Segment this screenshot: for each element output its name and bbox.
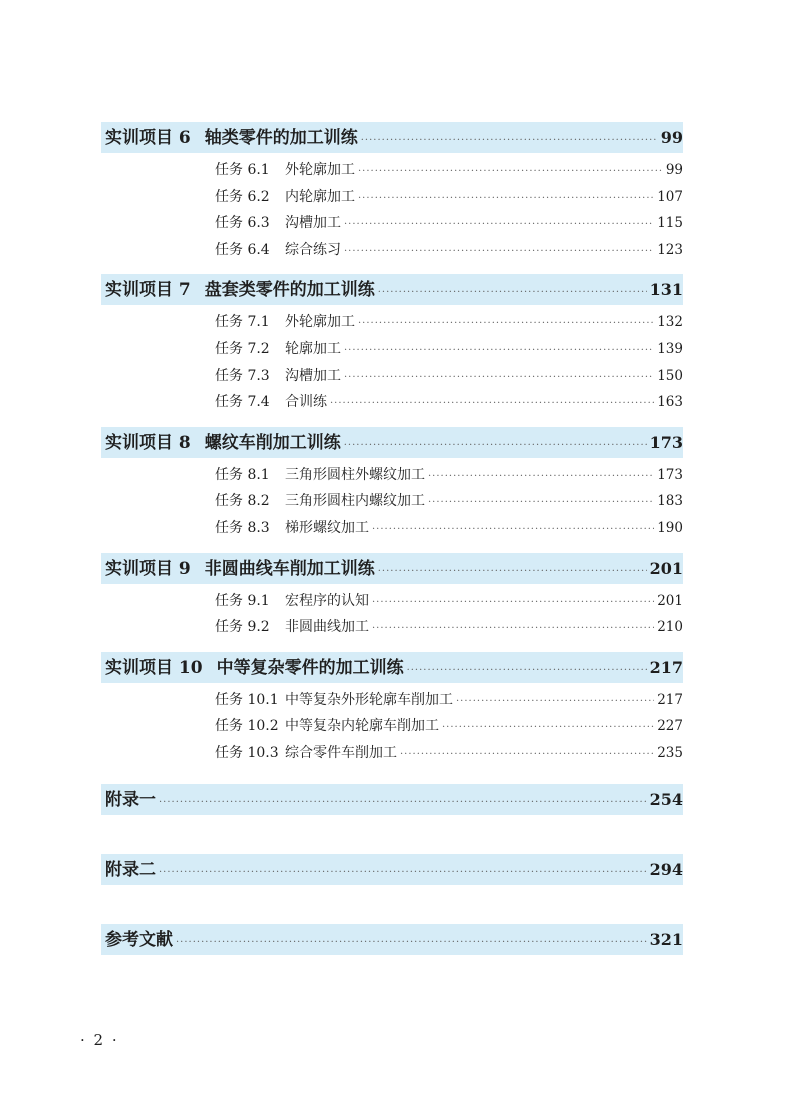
toc-task-entry[interactable] (215, 740, 683, 767)
task-number: 任务 10.2 (215, 718, 279, 735)
toc-task-entry[interactable] (215, 363, 683, 390)
toc-chapter-9 (101, 553, 683, 652)
task-page-number: 150 (657, 367, 683, 384)
dot-leader (442, 715, 654, 742)
chapter-title: 盘套类零件的加工训练 (204, 280, 375, 301)
task-list (101, 584, 683, 652)
chapter-title: 非圆曲线车削加工训练 (204, 558, 375, 579)
dot-leader (372, 590, 654, 617)
dot-leader (456, 689, 654, 716)
chapter-title: 轴类零件的加工训练 (204, 128, 358, 148)
toc-task-entry[interactable] (215, 237, 683, 264)
chapter-page-number: 217 (649, 657, 683, 677)
dot-leader (159, 787, 647, 818)
dot-leader (159, 857, 647, 888)
chapter-heading[interactable] (101, 652, 683, 683)
toc-chapter-10 (101, 652, 683, 784)
task-title: 中等复杂内轮廓车削加工 (285, 718, 439, 735)
task-number: 任务 6.1 (215, 162, 270, 178)
task-number: 任务 7.2 (215, 340, 270, 357)
task-number: 任务 8.2 (215, 493, 270, 510)
task-title: 内轮廓加工 (285, 188, 355, 205)
toc-task-entry[interactable] (215, 462, 683, 489)
task-page-number: 123 (657, 241, 683, 258)
chapter-number: 实训项目 10 (105, 657, 203, 678)
toc-chapter-6 (101, 122, 683, 274)
task-page-number: 235 (657, 744, 683, 761)
task-number: 任务 6.3 (215, 215, 270, 232)
toc-task-entry[interactable] (215, 309, 683, 336)
toc-task-entry[interactable] (215, 336, 683, 363)
dot-leader (358, 311, 654, 338)
chapter-page-number: 173 (649, 432, 683, 452)
chapter-page-number: 131 (649, 280, 683, 300)
toc-task-entry[interactable] (215, 687, 683, 714)
task-number: 任务 10.3 (215, 744, 279, 761)
chapter-page-number: 99 (660, 128, 683, 147)
toc-task-entry[interactable] (215, 713, 683, 740)
chapter-heading[interactable] (101, 553, 683, 584)
task-title: 三角形圆柱外螺纹加工 (285, 466, 425, 483)
chapter-number: 实训项目 8 (105, 432, 191, 453)
toc-task-entry[interactable] (215, 210, 683, 237)
dot-leader (344, 430, 647, 461)
dot-leader (176, 927, 647, 958)
chapter-title: 中等复杂零件的加工训练 (216, 657, 404, 678)
chapter-heading[interactable] (101, 274, 683, 305)
toc-appendix-1[interactable] (101, 784, 683, 815)
task-title: 梯形螺纹加工 (285, 519, 369, 536)
dot-leader (330, 391, 654, 418)
dot-leader (344, 239, 654, 266)
task-list (101, 305, 683, 426)
dot-leader (400, 742, 654, 769)
task-page-number: 227 (657, 718, 683, 735)
task-page-number: 210 (657, 619, 683, 636)
appendix-title: 附录二 (105, 859, 156, 880)
dot-leader (344, 212, 654, 239)
chapter-page-number: 201 (649, 558, 683, 578)
task-number: 任务 9.2 (215, 619, 270, 636)
task-number: 任务 7.4 (215, 394, 270, 411)
dot-leader (358, 186, 654, 213)
task-page-number: 139 (657, 340, 683, 357)
task-title: 宏程序的认知 (285, 592, 369, 609)
task-number: 任务 8.3 (215, 519, 270, 536)
task-title: 外轮廓加工 (285, 314, 355, 331)
task-page-number: 115 (657, 215, 683, 232)
task-list (101, 683, 683, 784)
task-title: 沟槽加工 (285, 367, 341, 384)
task-title: 综合练习 (285, 241, 341, 258)
toc-chapter-7 (101, 274, 683, 426)
toc-task-entry[interactable] (215, 157, 683, 184)
toc-chapter-8 (101, 427, 683, 553)
toc-appendix-2[interactable] (101, 854, 683, 885)
toc-task-entry[interactable] (215, 389, 683, 416)
appendix-title: 附录一 (105, 789, 156, 810)
chapter-number: 实训项目 7 (105, 280, 191, 301)
task-number: 任务 6.4 (215, 241, 270, 258)
dot-leader (344, 365, 654, 392)
task-number: 任务 7.3 (215, 367, 270, 384)
dot-leader (358, 159, 663, 186)
task-page-number: 183 (657, 493, 683, 510)
dot-leader (378, 556, 647, 587)
references-page-number: 321 (649, 929, 683, 949)
dot-leader (361, 125, 658, 156)
task-number: 任务 8.1 (215, 466, 270, 483)
references-title: 参考文献 (105, 929, 173, 950)
task-number: 任务 9.1 (215, 592, 270, 609)
task-title: 合训练 (285, 394, 327, 411)
task-title: 非圆曲线加工 (285, 619, 369, 636)
dot-leader (372, 616, 654, 643)
page-number: · 2 · (80, 1031, 119, 1049)
dot-leader (428, 490, 654, 517)
dot-leader (428, 464, 654, 491)
toc-references[interactable] (101, 924, 683, 955)
task-list (101, 458, 683, 553)
chapter-title: 螺纹车削加工训练 (204, 432, 341, 453)
toc-task-entry[interactable] (215, 488, 683, 515)
toc-task-entry[interactable] (215, 184, 683, 211)
toc-task-entry[interactable] (215, 588, 683, 615)
task-title: 轮廓加工 (285, 340, 341, 357)
toc-task-entry[interactable] (215, 614, 683, 641)
task-page-number: 217 (657, 691, 683, 708)
task-number: 任务 6.2 (215, 188, 270, 205)
task-page-number: 132 (657, 314, 683, 331)
chapter-number: 实训项目 6 (105, 128, 191, 148)
task-page-number: 173 (657, 466, 683, 483)
appendix-page-number: 294 (649, 859, 683, 879)
task-title: 沟槽加工 (285, 215, 341, 232)
task-page-number: 99 (665, 162, 683, 178)
task-page-number: 107 (657, 188, 683, 205)
chapter-number: 实训项目 9 (105, 558, 191, 579)
task-title: 综合零件车削加工 (285, 744, 397, 761)
dot-leader (407, 655, 647, 686)
task-page-number: 163 (657, 394, 683, 411)
task-number: 任务 7.1 (215, 314, 270, 331)
dot-leader (378, 277, 647, 308)
toc-task-entry[interactable] (215, 515, 683, 542)
dot-leader (344, 338, 654, 365)
task-title: 外轮廓加工 (285, 162, 355, 178)
table-of-contents (101, 122, 683, 955)
chapter-heading[interactable] (101, 122, 683, 153)
task-page-number: 190 (657, 519, 683, 536)
chapter-heading[interactable] (101, 427, 683, 458)
task-list (101, 153, 683, 274)
task-title: 三角形圆柱内螺纹加工 (285, 493, 425, 510)
dot-leader (372, 517, 654, 544)
task-page-number: 201 (657, 592, 683, 609)
task-title: 中等复杂外形轮廓车削加工 (285, 691, 453, 708)
task-number: 任务 10.1 (215, 691, 279, 708)
appendix-page-number: 254 (649, 789, 683, 809)
